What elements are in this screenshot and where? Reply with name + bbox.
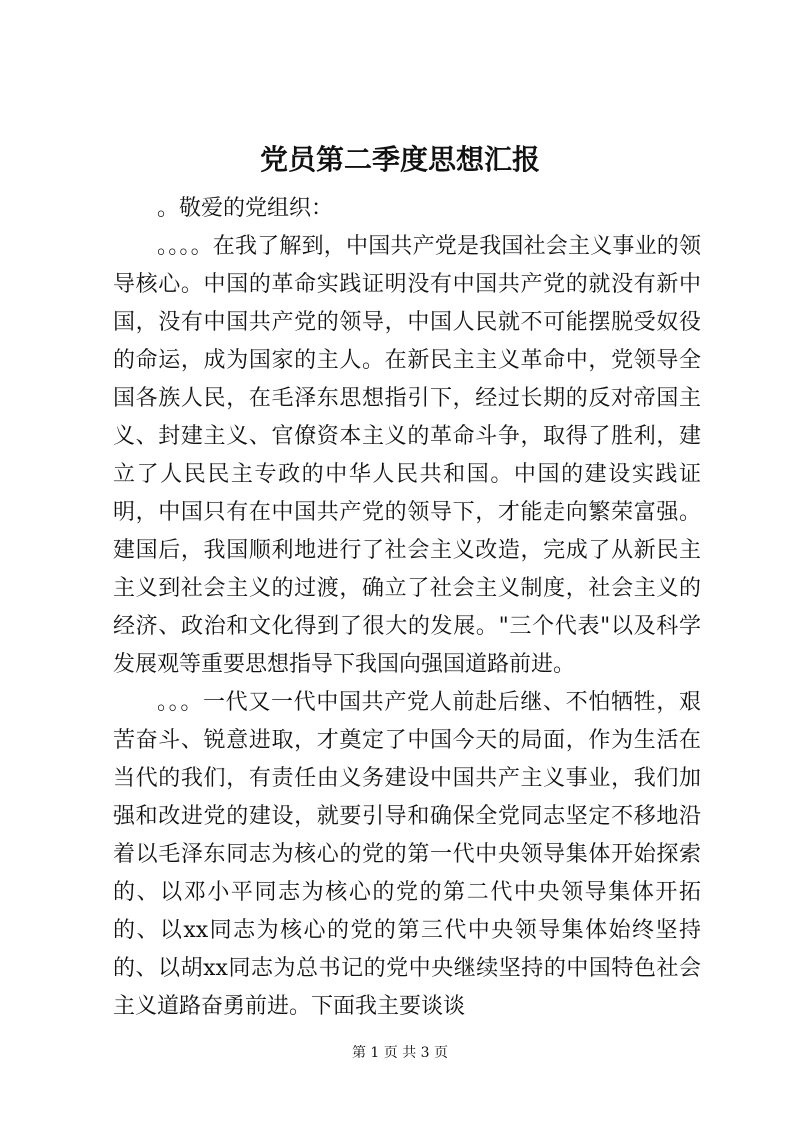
document-title: 党员第二季度思想汇报 [259, 143, 540, 176]
page-footer: 第 1 页 共 3 页 [351, 1045, 449, 1061]
salutation: 。敬爱的党组织： [157, 196, 334, 221]
paragraph-1: 。。。。在我了解到，中国共产党是我国社会主义事业的领导核心。中国的革命实践证明没有中国共产党的就没有新中国，没有中国共产党的领导，中国人民就不可能摆脱受奴役的命运，成为国家的主人。在新民主主义革命中，党领导全国各族人民，在毛泽东思想指引下，经过长期的反对帝国主义、封建主义、官僚资本主义的革命斗争，取得了胜利，建立了人民民主专政的中华人民共和国。中国的建设实践证明，中国只有在中国共产党的领导下，才能走向繁荣富强。建国后，我国顺利地进行了社会主义改造，完成了从新民主主义到社会主义的过渡，确立了社会主义制度，社会主义的经济、政治和文化得到了很大的发展。"三个代表"以及科学发展观等重要思想指导下我国向强国道路前进。 [113, 234, 701, 677]
paragraph-2: 。。。一代又一代中国共产党人前赴后继、不怕牺牲，艰苦奋斗、锐意进取，才奠定了中国今天的局面，作为生活在当代的我们，有责任由义务建设中国共产主义事业，我们加强和改进党的建设，就要引导和确保全党同志坚定不移地沿着以毛泽东同志为核心的党的第一代中央领导集体开始探索的、以邓小平同志为核心的党的第二代中央领导集体开拓的、以xx同志为核心的党的第三代中央领导集体始终坚持的、以胡xx同志为总书记的党中央继续坚持的中国特色社会主义道路奋勇前进。下面我主要谈谈 [113, 690, 701, 1019]
document-body [113, 190, 701, 1026]
